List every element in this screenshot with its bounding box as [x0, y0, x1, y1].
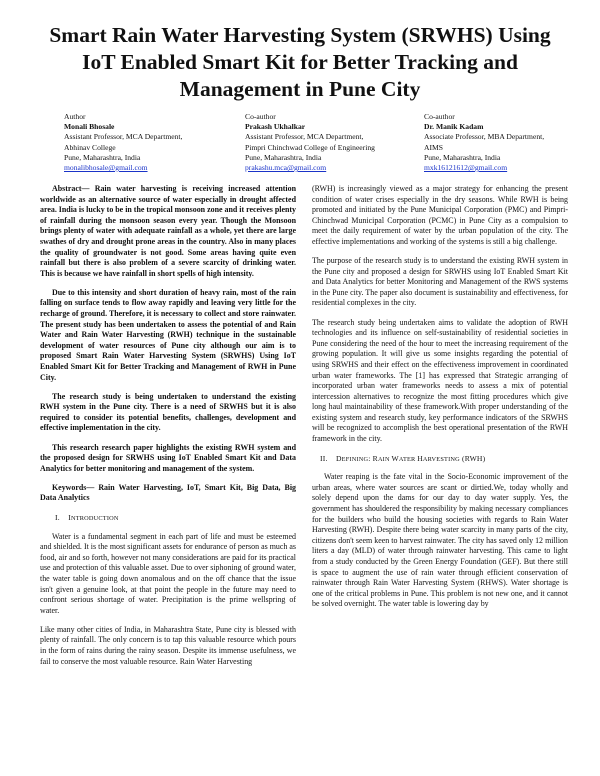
- body-paragraph: Water is a fundamental segment in each part of life and must be esteemed and shielded. It is the most significant assets for endurance of person as much as food, air and so forth, however not many considerations are paid for its practical use and protection of this valuable asset. Due to over siphoning of ground water, the water table is going down anomalous and on the off chance that the issue isn't given a genuine look, at that point the people in the future may need to confront serious shortage of water. Precipitation is the prime wellspring of water.: [40, 531, 296, 615]
- body-paragraph: The purpose of the research study is to understand the existing RWH system in the Pune city and proposed a design for SRWHS using IoT Enabled Smart Kit and Data Analytics for better Monitoring and Management of the RWS systems in the Pune city. The paper also document is sustainability and effectiveness, for residential complexes in the city.: [312, 256, 568, 308]
- author-location: Pune, Maharashtra, India: [424, 152, 501, 162]
- author-location: Pune, Maharashtra, India: [245, 152, 322, 162]
- author-name: Prakash Ukhalkar: [245, 122, 306, 132]
- left-column: [40, 184, 296, 676]
- abstract-paragraph: Due to this intensity and short duration of heavy rain, most of the rain falling on surface tends to flow away rapidly and leaving very little for the recharge of ground. Therefore, it is necessary to collect and store rainwater. The present study has been undertaken to assess the potential of and Rain Water and Rain Water Harvesting (RWH) technique in the sustainable development of water resources of Pune city although our aim is to proposed Smart Rain Water Harvesting System (SRWHS) Using IoT Enabled Smart Kit for Better Tracking and Management of RWH in Pune City.: [40, 287, 296, 382]
- section-heading-introduction: I. INTRODUCTION: [55, 513, 119, 523]
- author-2: [245, 112, 415, 173]
- paper-title: Smart Rain Water Harvesting System (SRWHS) Using IoT Enabled Smart Kit for Better Tracking and Management in Pune City: [49, 23, 551, 101]
- body-paragraph: Water reaping is the fate vital in the Socio-Economic improvement of the urban areas, where water sources are scant or dirtied.We, today wholly and solely depend upon the dams for our day to day water supply. Yes, the government has shouldered the responsibility by making necessary compliances for the builders who build the housing societies with regards to Rain Water Harvesting (RWH). Despite there being water scarcity in many parts of the city, citizens don't seem keen to harvest rainwater. The city has saved only 12 million liters a day (MLD) of water through rainwater harvesting. This came to light from a study conducted by the Green Energy Foundation (GEF). But there still is space to augment the use of rain water through efficient conservation of rainwater through Rain Water Harvesting System (RHWS). Water shortage is one of the critical problems in Pune. This problem is not new one, and it cannot be solved overnight. The water table is lowering day by: [312, 472, 568, 609]
- author-affiliation: AIMS: [424, 142, 443, 152]
- author-3: [424, 112, 594, 173]
- author-role: Author: [64, 112, 86, 121]
- author-affiliation: Abhinav College: [64, 142, 116, 152]
- abstract-paragraph: This research research paper highlights the existing RWH system and the proposed design for SRWHS using IoT Enabled Smart Kit and Data Analytics for better monitoring and management of the system.: [40, 442, 296, 473]
- author-location: Pune, Maharashtra, India: [64, 152, 141, 162]
- keywords: Keywords— Rain Water Harvesting, IoT, Smart Kit, Big Data, Big Data Analytics: [40, 482, 296, 503]
- author-role: Co-author: [245, 112, 276, 121]
- author-1: [64, 112, 234, 173]
- author-affiliation: Assistant Professor, MCA Department,: [64, 132, 183, 142]
- author-affiliation: Assistant Professor, MCA Department,: [245, 132, 364, 142]
- author-email-link[interactable]: mxk16121612@gmail.com: [424, 163, 508, 173]
- author-role: Co-author: [424, 112, 455, 121]
- section-heading-rwh: II. DEFINING: RAIN WATER HARVESTING (RWH): [320, 453, 486, 463]
- body-paragraph: The research study being undertaken aims to validate the adoption of RWH technologies and its influence on self-sustainability of residential societies in Pune considering the need of the hour to meet the increasing requirement of the growing population. It will give us some insights regarding the potential of using SRWHS and their effect on the effectiveness improvement in coordinated urban water frameworks. The [1] has expressed that Strategic arranging of incorporated urban water frameworks needs to assess a mix of potential intercession alternatives to recognize the most fitting procedures which give long haul maintainability of these framework.With proper understanding of the existing system and research study, key performance indicators of the SRWHS will be recognized to accomplish the best operational presentation of the RWH framework in the city.: [312, 317, 568, 444]
- author-affiliation: Pimpri Chinchwad College of Engineering: [245, 142, 375, 152]
- abstract-paragraph: The research study is being undertaken to understand the existing RWH system in the Pune city. There is a need of SRWHS but it is also required to consider its potential benefits, challenges, development and effective implementation in the city.: [40, 391, 296, 433]
- author-name: Monali Bhosale: [64, 122, 115, 132]
- abstract-paragraph: Abstract— Rain water harvesting is receiving increased attention worldwide as an alternative source of water especially in drought affected area. India is lucky to be in the tropical monsoon zone and it receives plenty of rainfall during the monsoon season every year. Though the Monsoon brings plenty of water with adequate rainfall as a whole, yet there are large swathes of dry and drought prone areas in the country. Also in many places the quality of groundwater is not good. Some areas having quite even rainfall but there is also problem of a severe scarcity of drinking water. This is because we have rainfall in short spells of high intensity.: [40, 184, 296, 278]
- body-paragraph: (RWH) is increasingly viewed as a major strategy for enhancing the present condition of water crises especially in the dry seasons. While RWH is being promoted and initiated by the Pune Municipal Corporation (PMC) and Pimpri-Chinchwad Municipal Corporation (PCMC) in Pune City as a compulsion to meet the daily requirement of water by the urban population of the city. The effective implementations and working of the systems is still a big challenge.: [312, 184, 568, 246]
- right-column: [312, 184, 568, 618]
- author-affiliation: Associate Professor, MBA Department,: [424, 132, 545, 142]
- author-email-link[interactable]: monalibhosale@gmail.com: [64, 163, 148, 173]
- body-paragraph: Like many other cities of India, in Maharashtra State, Pune city is blessed with plenty of rainfall. The only concern is to tap this valuable resource which pours in the form of rains during the rainy season. Despite its immense usefulness, we fail to conserve the most valuable resource. Rain Water Harvesting: [40, 624, 296, 666]
- author-name: Dr. Manik Kadam: [424, 122, 484, 132]
- author-email-link[interactable]: prakashu.mca@gmail.com: [245, 163, 327, 173]
